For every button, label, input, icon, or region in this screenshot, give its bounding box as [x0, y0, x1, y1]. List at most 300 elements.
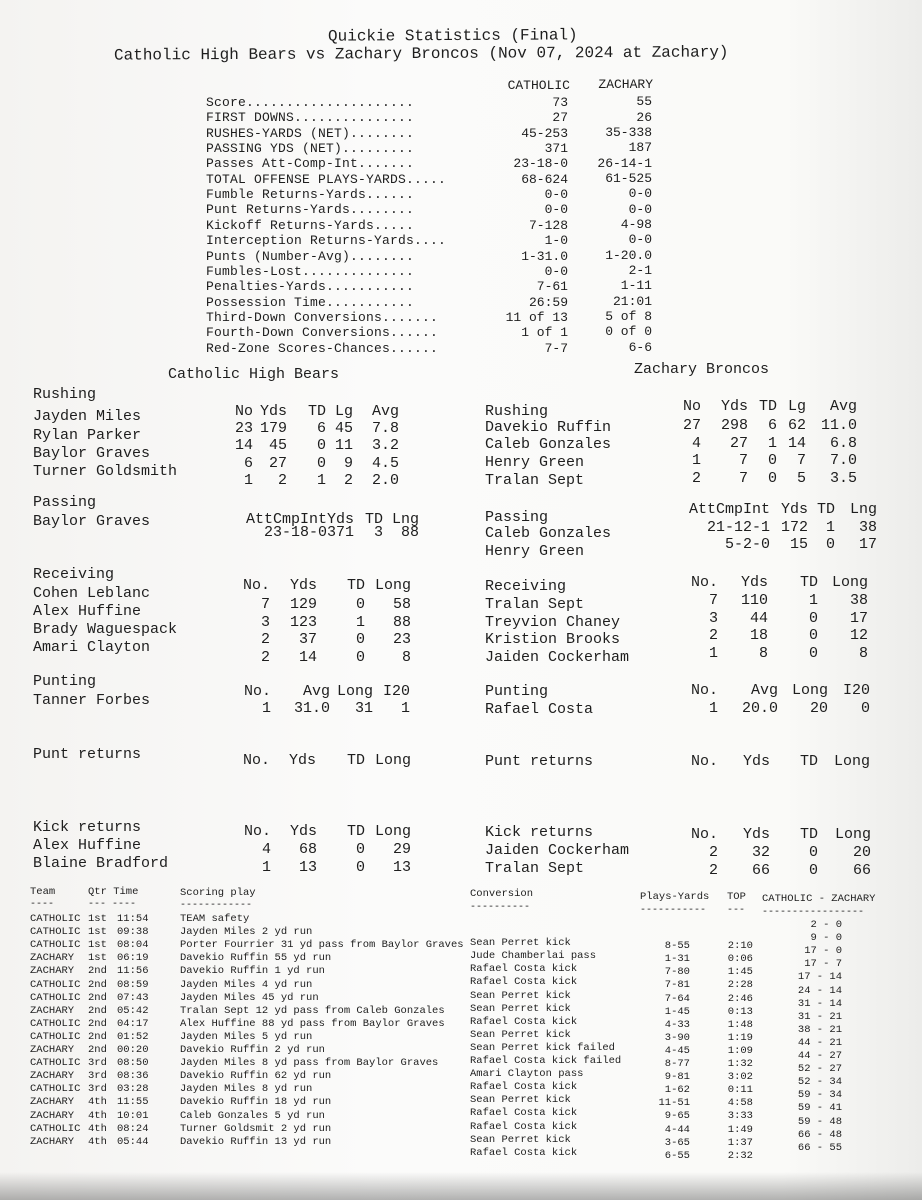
away-punting-title: Punting	[485, 683, 549, 700]
away-receiving-value: 38	[849, 592, 868, 609]
away-kick_returns-player-name: Tralan Sept	[485, 860, 585, 877]
scoring-row-conversion: Sean Perret kick	[470, 937, 571, 950]
away-rushing-player-name: Caleb Gonzales	[485, 436, 612, 453]
scoring-row-play: Jayden Miles 45 yd run	[180, 991, 319, 1004]
away-passing-header: Lng	[849, 501, 877, 518]
away-passing-value: 1	[825, 519, 835, 536]
away-receiving-value: 18	[749, 627, 768, 644]
scoring-row-team: CATHOLIC	[30, 1030, 81, 1043]
home-kick_returns-header: TD	[346, 823, 365, 840]
scoring-header-team: Team	[30, 886, 56, 898]
away-rushing-value: 3.5	[829, 469, 857, 487]
scoring-row-time: 03:28	[117, 1083, 149, 1096]
summary-row-zachary: 4-98	[620, 217, 652, 232]
summary-row-label: Punts (Number-Avg)........	[206, 248, 415, 264]
scoring-row-score: 2 - 0	[810, 919, 842, 931]
home-rushing-value: 6	[316, 420, 326, 437]
away-rushing-value: 6	[767, 417, 777, 434]
home-rushing-value: 7.8	[371, 420, 399, 437]
summary-row-label: Third-Down Conversions.......	[206, 309, 439, 325]
scoring-row-score: 59 - 34	[797, 1089, 842, 1102]
home-receiving-value: 58	[392, 596, 411, 613]
report-subtitle: Catholic High Bears vs Zachary Broncos (Nov 07, 2024 at Zachary)	[113, 43, 729, 65]
summary-row-catholic: 68-624	[521, 171, 568, 187]
summary-row-zachary: 26	[636, 109, 652, 125]
home-rushing-value: 45	[334, 420, 353, 437]
away-passing-value: 38	[858, 519, 877, 536]
scoring-row-score: 59 - 41	[797, 1102, 842, 1115]
scoring-row-conversion: Rafael Costa kick	[470, 1015, 578, 1028]
away-punting-value: 20	[809, 700, 828, 717]
away-rushing-value: 2	[691, 469, 701, 487]
scoring-row-top: 1:19	[727, 1031, 753, 1044]
home-rushing-value: 179	[259, 420, 287, 437]
scoring-row-play: Tralan Sept 12 yd pass from Caleb Gonzales	[180, 1004, 445, 1017]
scoring-row-score: 66 - 48	[797, 1128, 842, 1141]
home-rushing-header: No	[234, 403, 253, 420]
summary-row-zachary: 0 of 0	[605, 324, 652, 340]
scoring-row-time: 05:42	[117, 1004, 149, 1017]
home-rushing-title: Rushing	[33, 386, 97, 403]
scoring-row-plays-yards: 7-81	[664, 979, 690, 992]
home-rushing-player-name: Jayden Miles	[33, 408, 142, 425]
away-rushing-value: 27	[729, 434, 748, 452]
summary-row-zachary: 0-0	[628, 186, 652, 202]
summary-row-catholic: 26:59	[528, 294, 568, 310]
scoring-header-play: Scoring play	[180, 887, 256, 899]
scoring-row-time: 11:54	[117, 913, 149, 925]
summary-row-catholic: 7-7	[544, 340, 568, 356]
home-receiving-value: 0	[355, 648, 365, 666]
summary-row-catholic: 1-31.0	[521, 248, 568, 264]
away-receiving-value: 17	[849, 609, 868, 627]
scoring-row-top: 2:46	[727, 992, 753, 1005]
scoring-row-score: 44 - 21	[797, 1036, 842, 1049]
away-punt_returns-title: Punt returns	[485, 753, 594, 770]
scoring-underline: ----------	[470, 902, 531, 913]
scoring-row-top: 2:10	[727, 940, 753, 953]
home-punting-title: Punting	[33, 673, 97, 690]
scoring-row-plays-yards: 1-45	[664, 1005, 690, 1018]
away-kick_returns-value: 2	[708, 861, 718, 879]
away-kick_returns-header: Long	[834, 826, 871, 843]
home-kick_returns-value: 29	[392, 841, 411, 858]
scoring-row-plays-yards: 7-80	[664, 966, 690, 979]
away-rushing-value: 6.8	[829, 434, 857, 452]
home-receiving-value: 2	[260, 631, 270, 648]
away-punting-header: Avg	[750, 682, 778, 699]
scoring-row-team: ZACHARY	[30, 1096, 75, 1109]
summary-row-label: Possession Time...........	[206, 294, 415, 310]
home-team-name: Catholic High Bears	[168, 366, 340, 383]
away-receiving-player-name: Jaiden Cockerham	[485, 649, 630, 666]
home-passing-value: 371	[326, 524, 354, 541]
scoring-underline: ----	[30, 899, 55, 910]
scoring-row-conversion: Rafael Costa kick	[470, 1120, 578, 1133]
scoring-row-conversion: Rafael Costa kick	[470, 1146, 578, 1159]
home-rushing-value: 1	[316, 471, 326, 489]
scoring-row-top: 1:48	[727, 1018, 753, 1031]
home-rushing-value: 2	[277, 471, 287, 489]
home-rushing-value: 2	[343, 471, 353, 489]
home-rushing-value: 45	[268, 437, 287, 455]
home-rushing-value: 0	[316, 454, 326, 472]
scoring-row-team: CATHOLIC	[30, 1122, 81, 1135]
scoring-row-qtr: 3rd	[88, 1057, 107, 1070]
scoring-row-qtr: 3rd	[88, 1070, 107, 1083]
away-passing-header: TD	[816, 501, 835, 518]
away-punting-header: No.	[690, 682, 718, 699]
away-rushing-value: 14	[787, 434, 806, 452]
summary-row-catholic: 0-0	[544, 187, 568, 203]
away-passing-value: 15	[789, 536, 808, 554]
scoring-row-play: Davekio Ruffin 2 yd run	[180, 1044, 325, 1056]
away-receiving-title: Receiving	[485, 578, 567, 595]
summary-row-zachary: 2-1	[628, 263, 652, 279]
summary-col-zachary: ZACHARY	[598, 77, 653, 92]
away-receiving-header: Long	[831, 574, 868, 591]
away-rushing-value: 1	[767, 434, 777, 452]
away-passing-value: 17	[858, 536, 877, 554]
scoring-row-play: Davekio Ruffin 1 yd run	[180, 965, 325, 978]
scoring-row-top: 4:58	[727, 1097, 753, 1110]
scoring-row-plays-yards: 1-31	[664, 953, 690, 966]
scoring-row-score: 17 - 0	[804, 945, 842, 958]
scoring-row-time: 08:04	[117, 939, 149, 952]
away-kick_returns-header: Yds	[742, 826, 770, 843]
home-kick_returns-value: 0	[355, 858, 365, 876]
away-kick_returns-value: 2	[708, 844, 718, 861]
away-receiving-header: Yds	[740, 574, 768, 591]
summary-row-zachary: 187	[628, 140, 652, 156]
home-kick_returns-header: Yds	[289, 823, 317, 840]
away-receiving-value: 1	[808, 592, 818, 609]
summary-row-catholic: 371	[544, 141, 568, 157]
away-punting-header: I20	[842, 682, 870, 699]
scoring-row-team: CATHOLIC	[30, 1017, 81, 1030]
home-kick_returns-header: No.	[243, 823, 271, 840]
away-rushing-value: 7	[738, 452, 748, 469]
scoring-row-team: ZACHARY	[30, 965, 75, 978]
home-rushing-value: 6	[243, 454, 253, 472]
away-rushing-value: 7.0	[829, 452, 857, 469]
scoring-underline: ---	[727, 905, 746, 916]
away-receiving-value: 8	[758, 644, 768, 662]
scoring-row-top: 1:49	[727, 1123, 753, 1136]
home-rushing-player-name: Baylor Graves	[33, 445, 151, 462]
away-rushing-value: 62	[787, 417, 806, 434]
away-kick_returns-value: 0	[808, 844, 818, 861]
home-receiving-header: Yds	[289, 577, 317, 594]
scoring-row-conversion: Rafael Costa kick	[470, 1107, 578, 1120]
scoring-row-qtr: 1st	[88, 952, 107, 965]
home-punting-value: 1	[400, 700, 410, 717]
scoring-row-conversion: Rafael Costa kick	[470, 1081, 578, 1094]
home-receiving-title: Receiving	[33, 566, 115, 583]
scoring-row-plays-yards: 4-33	[664, 1018, 690, 1031]
home-rushing-value: 14	[234, 437, 253, 455]
away-passing-value: 0	[825, 536, 835, 554]
scoring-row-top: 0:06	[727, 953, 753, 966]
scoring-row-top: 0:13	[727, 1005, 753, 1018]
scoring-row-score: 24 - 14	[797, 984, 842, 997]
scoring-row-team: ZACHARY	[30, 1004, 75, 1017]
away-passing-value: 172	[780, 519, 808, 536]
scoring-row-team: CATHOLIC	[30, 913, 81, 925]
scoring-row-top: 0:11	[727, 1084, 753, 1097]
away-receiving-player-name: Treyvion Chaney	[485, 614, 621, 631]
away-punting-value: 1	[708, 700, 718, 717]
away-receiving-value: 110	[740, 592, 768, 609]
away-rushing-header: Yds	[720, 398, 748, 415]
home-passing-header: Lng	[391, 511, 419, 528]
summary-row-label: Fumbles-Lost..............	[206, 263, 415, 279]
summary-row-catholic: 7-128	[528, 217, 568, 233]
scoring-row-team: ZACHARY	[30, 952, 75, 965]
scoring-row-score: 38 - 21	[797, 1023, 842, 1036]
scoring-row-conversion: Rafael Costa kick	[470, 976, 578, 989]
scoring-row-play: TEAM safety	[180, 913, 250, 925]
away-kick_returns-value: 0	[808, 861, 818, 879]
home-rushing-value: 23	[234, 420, 253, 437]
away-passing-header: Yds	[780, 501, 808, 518]
scoring-row-team: CATHOLIC	[30, 939, 81, 952]
home-punting-header: I20	[382, 683, 410, 700]
home-rushing-value: 3.2	[371, 437, 399, 455]
away-punting-player-name: Rafael Costa	[485, 701, 594, 718]
scoring-row-score: 9 - 0	[810, 932, 842, 945]
away-rushing-player-name: Tralan Sept	[485, 472, 585, 489]
scoring-row-play: Davekio Ruffin 13 yd run	[180, 1135, 332, 1148]
summary-row-catholic: 0-0	[544, 263, 568, 279]
home-kick_returns-value: 1	[261, 858, 271, 876]
home-kick_returns-value: 0	[355, 841, 365, 858]
home-punting-value: 31	[354, 700, 373, 717]
scoring-row-time: 08:50	[117, 1057, 149, 1070]
summary-row-label: Fourth-Down Conversions......	[206, 325, 439, 341]
away-punt_returns-header: No.	[690, 753, 718, 770]
away-kick_returns-title: Kick returns	[485, 824, 594, 841]
home-punting-player-name: Tanner Forbes	[33, 692, 151, 709]
away-rushing-header: TD	[758, 398, 777, 415]
home-kick_returns-value: 4	[261, 841, 271, 858]
home-receiving-value: 0	[355, 596, 365, 613]
summary-row-label: Interception Returns-Yards....	[206, 233, 447, 249]
scoring-underline: -----------------	[762, 907, 865, 918]
scoring-row-play: Alex Huffine 88 yd pass from Baylor Graves	[180, 1017, 445, 1030]
scoring-row-time: 07:43	[117, 991, 149, 1004]
scoring-row-plays-yards: 8-55	[664, 940, 690, 953]
scoring-row-play: Caleb Gonzales 5 yd run	[180, 1109, 325, 1122]
scoring-row-time: 09:38	[117, 926, 149, 939]
home-punt_returns-header: TD	[346, 752, 365, 769]
scoring-row-play: Davekio Ruffin 55 yd run	[180, 952, 332, 965]
home-kick_returns-player-name: Blaine Bradford	[33, 855, 169, 872]
scoring-row-play: Jayden Miles 8 yd run	[180, 1083, 313, 1096]
home-kick_returns-value: 13	[392, 858, 411, 876]
scoring-row-score: 66 - 55	[797, 1141, 842, 1154]
page-edge-shadow	[0, 1172, 922, 1200]
summary-row-label: Kickoff Returns-Yards.....	[206, 217, 415, 233]
away-receiving-value: 7	[708, 592, 718, 609]
home-receiving-value: 37	[298, 631, 317, 648]
scoring-row-plays-yards: 11-51	[658, 1097, 690, 1110]
scoring-row-conversion: Sean Perret kick failed	[470, 1041, 615, 1054]
scoring-row-team: CATHOLIC	[30, 1057, 81, 1070]
scoring-row-score: 17 - 14	[797, 971, 842, 984]
scoring-row-score: 31 - 14	[797, 997, 842, 1010]
away-rushing-title: Rushing	[485, 403, 549, 420]
scoring-row-qtr: 1st	[88, 926, 107, 939]
home-rushing-header: Yds	[259, 403, 287, 420]
home-rushing-value: 11	[334, 437, 353, 455]
scoring-underline: -----------	[640, 905, 707, 916]
summary-row-catholic: 7-61	[536, 279, 568, 295]
scoring-row-conversion: Rafael Costa kick failed	[470, 1055, 622, 1067]
scoring-row-qtr: 2nd	[88, 965, 107, 978]
home-receiving-player-name: Cohen Leblanc	[33, 585, 151, 602]
home-passing-value: 3	[373, 524, 383, 541]
scoring-row-qtr: 2nd	[88, 1030, 107, 1043]
scoring-row-top: 3:33	[727, 1110, 753, 1123]
home-rushing-value: 0	[316, 437, 326, 455]
summary-row-label: PASSING YDS (NET).........	[206, 141, 415, 157]
summary-row-catholic: 23-18-0	[513, 156, 568, 172]
home-punting-value: 31.0	[293, 700, 330, 717]
scoring-row-team: CATHOLIC	[30, 1083, 81, 1096]
scoring-row-time: 11:56	[117, 965, 149, 978]
away-kick_returns-header: TD	[799, 826, 818, 843]
scoring-row-team: ZACHARY	[30, 1070, 75, 1083]
away-kick_returns-header: No.	[690, 826, 718, 843]
scoring-row-qtr: 2nd	[88, 1044, 107, 1056]
home-kick_returns-title: Kick returns	[33, 819, 142, 836]
home-receiving-player-name: Amari Clayton	[33, 639, 151, 656]
away-passing-value: 21-12-1	[706, 519, 770, 536]
home-receiving-value: 1	[355, 613, 365, 631]
summary-row-label: Passes Att-Comp-Int.......	[206, 156, 415, 172]
scoring-row-play: Porter Fourrier 31 yd pass from Baylor Graves	[180, 939, 464, 952]
home-punt_returns-header: No.	[242, 752, 270, 769]
summary-row-label: Red-Zone Scores-Chances......	[206, 340, 439, 356]
home-receiving-header: Long	[374, 577, 411, 594]
scoring-row-time: 04:17	[117, 1017, 149, 1030]
scoring-row-score: 44 - 27	[797, 1050, 842, 1062]
home-kick_returns-value: 13	[298, 858, 317, 876]
scoring-row-qtr: 4th	[88, 1109, 107, 1122]
scoring-row-qtr: 4th	[88, 1135, 107, 1148]
scoring-row-time: 08:59	[117, 978, 149, 991]
away-receiving-value: 2	[708, 627, 718, 644]
summary-row-zachary: 21:01	[612, 293, 652, 309]
away-receiving-value: 0	[808, 609, 818, 627]
home-receiving-player-name: Brady Waguespack	[33, 621, 178, 638]
scoring-row-conversion: Sean Perret kick	[470, 1028, 571, 1041]
scoring-row-conversion: Jude Chamberlai pass	[470, 950, 597, 963]
away-receiving-player-name: Kristion Brooks	[485, 631, 621, 648]
summary-row-zachary: 6-6	[628, 339, 652, 355]
summary-col-catholic: CATHOLIC	[507, 78, 570, 93]
home-passing-header: TD	[364, 511, 383, 528]
scoring-row-plays-yards: 3-90	[664, 1031, 690, 1044]
summary-row-zachary: 61-525	[605, 170, 652, 186]
away-rushing-header: Avg	[829, 398, 857, 415]
home-receiving-value: 7	[260, 596, 270, 613]
summary-row-label: Punt Returns-Yards........	[206, 202, 415, 218]
home-kick_returns-value: 68	[298, 841, 317, 858]
away-receiving-player-name: Tralan Sept	[485, 596, 585, 613]
away-receiving-value: 44	[749, 609, 768, 627]
summary-row-label: Fumble Returns-Yards......	[206, 187, 415, 203]
home-receiving-value: 88	[392, 613, 411, 631]
away-passing-player-name: Henry Green	[485, 543, 585, 560]
scoring-row-plays-yards: 6-55	[664, 1149, 690, 1162]
home-receiving-value: 3	[260, 613, 270, 631]
away-rushing-value: 0	[767, 452, 777, 469]
scoring-row-plays-yards: 8-77	[664, 1058, 690, 1070]
scoring-row-score: 59 - 48	[797, 1115, 842, 1128]
summary-row-label: FIRST DOWNS...............	[206, 110, 415, 126]
away-punt_returns-header: Yds	[742, 753, 770, 770]
scoring-row-time: 05:44	[117, 1135, 149, 1148]
home-punt_returns-header: Yds	[288, 752, 316, 769]
scoring-header-top: TOP	[727, 891, 746, 903]
summary-row-label: RUSHES-YARDS (NET)........	[206, 125, 415, 141]
home-receiving-value: 14	[298, 648, 317, 666]
scoring-row-qtr: 3rd	[88, 1083, 107, 1096]
summary-row-catholic: 27	[552, 110, 568, 126]
home-receiving-value: 0	[355, 631, 365, 648]
away-receiving-value: 3	[708, 609, 718, 627]
away-rushing-value: 4	[691, 434, 701, 452]
report-title: Quickie Statistics (Final)	[327, 26, 578, 46]
scoring-row-plays-yards: 7-64	[664, 992, 690, 1005]
summary-row-catholic: 0-0	[544, 202, 568, 218]
scoring-row-time: 06:19	[117, 952, 149, 965]
scoring-row-team: ZACHARY	[30, 1044, 75, 1056]
scoring-row-team: ZACHARY	[30, 1135, 75, 1148]
scoring-row-time: 08:24	[117, 1122, 149, 1135]
scoring-row-play: Jayden Miles 4 yd run	[180, 978, 313, 991]
away-passing-title: Passing	[485, 509, 549, 526]
away-passing-header: AttCmpInt	[688, 501, 770, 518]
home-passing-value: 23-18-0	[263, 524, 327, 541]
away-rushing-value: 7	[796, 452, 806, 469]
scoring-row-play: Jayden Miles 8 yd pass from Baylor Graves	[180, 1057, 439, 1070]
home-rushing-player-name: Rylan Parker	[33, 427, 142, 444]
scoring-row-score: 52 - 27	[797, 1063, 842, 1076]
home-rushing-value: 1	[243, 471, 253, 489]
scoring-header-score: CATHOLIC - ZACHARY	[762, 893, 876, 905]
scoring-row-score: 17 - 7	[804, 958, 842, 971]
summary-row-zachary: 1-11	[620, 278, 652, 294]
home-receiving-value: 2	[260, 648, 270, 666]
scoring-row-score: 52 - 34	[797, 1076, 842, 1089]
scoring-row-qtr: 2nd	[88, 978, 107, 991]
scoring-row-qtr: 1st	[88, 939, 107, 952]
away-rushing-value: 27	[682, 417, 701, 434]
home-rushing-header: Lg	[334, 403, 353, 420]
scoring-row-top: 1:45	[727, 966, 753, 979]
scoring-row-conversion: Sean Perret kick	[470, 989, 571, 1002]
away-punt_returns-header: TD	[799, 753, 818, 770]
away-kick_returns-value: 20	[852, 844, 871, 861]
scoring-row-team: ZACHARY	[30, 1109, 75, 1122]
scoring-row-play: Jayden Miles 5 yd run	[180, 1030, 313, 1043]
away-passing-value: 5-2-0	[724, 536, 770, 554]
home-receiving-header: No.	[242, 577, 270, 594]
home-rushing-header: TD	[307, 403, 326, 420]
